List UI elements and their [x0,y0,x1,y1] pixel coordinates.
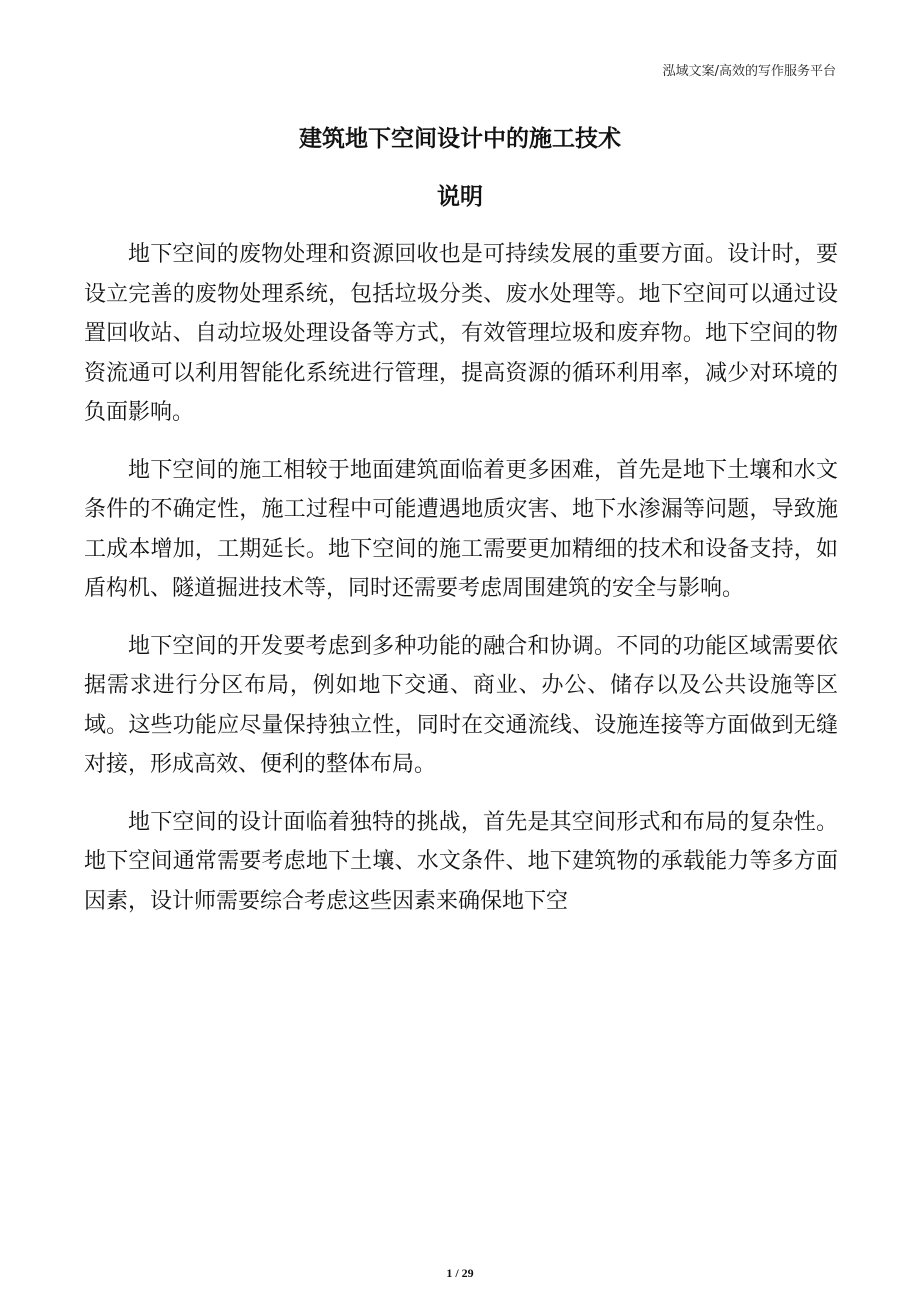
paragraph: 地下空间的开发要考虑到多种功能的融合和协调。不同的功能区域需要依据需求进行分区布局，例如地下交通、商业、办公、储存以及公共设施等区域。这些功能应尽量保持独立性，同时在交通流线、设施连接等方面做到无缝对接，形成高效、便利的整体布局。 [84,633,838,777]
document-subtitle: 说明 [437,184,483,210]
paragraph: 地下空间的废物处理和资源回收也是可持续发展的重要方面。设计时，要设立完善的废物处理系统，包括垃圾分类、废水处理等。地下空间可以通过设置回收站、自动垃圾处理设备等方式，有效管理垃圾和废弃物。地下空间的物资流通可以利用智能化系统进行管理，提高资源的循环利用率，减少对环境的负面影响。 [84,242,838,425]
paragraph: 地下空间的施工相较于地面建筑面临着更多困难，首先是地下土壤和水文条件的不确定性，施工过程中可能遭遇地质灾害、地下水渗漏等问题，导致施工成本增加，工期延长。地下空间的施工需要更加精细的技术和设备支持，如盾构机、隧道掘进技术等，同时还需要考虑周围建筑的安全与影响。 [84,457,838,601]
document-body [84,235,838,939]
header-brand: 泓域文案/高效的写作服务平台 [662,64,836,79]
page-number: 1 / 29 [446,1266,474,1280]
document-title: 建筑地下空间设计中的施工技术 [299,126,621,152]
paragraph: 地下空间的设计面临着独特的挑战，首先是其空间形式和布局的复杂性。地下空间通常需要考虑地下土壤、水文条件、地下建筑物的承载能力等多方面因素，设计师需要综合考虑这些因素来确保地下空 [84,809,838,914]
